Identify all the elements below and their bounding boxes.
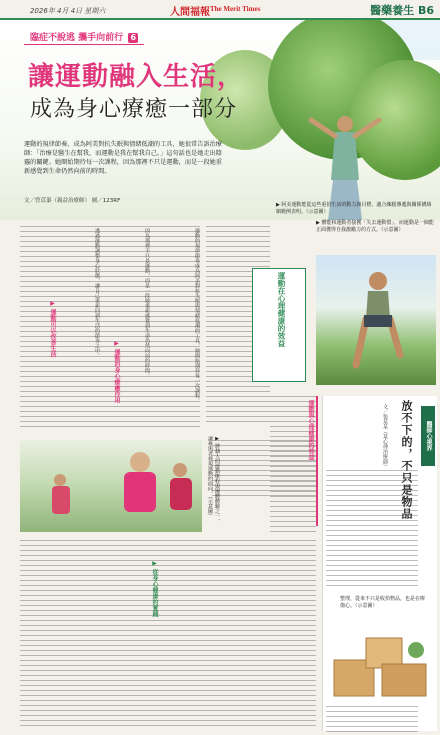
hero-photo-caption: ▶ 阿美運動能從這些重拾生活的動力與目標。適合練腿傳遞與關係構絡網範例表明。（示意圖） xyxy=(276,202,432,215)
body-column xyxy=(20,540,316,730)
subhead: ▶ 運動的身心療癒作用 xyxy=(113,340,120,404)
body-text: 因為那裡不只是運動，而是一段她重新感覺到生命仍然向前的時間。 xyxy=(144,228,150,378)
runner-photo-caption: ▶ 體能和運動者接獲「失去運動慣」，而運動是一個能正面獲得自我激勵力的方式。（示意圖） xyxy=(316,220,434,233)
headline-line-1: 讓運動融入生活， xyxy=(28,62,245,92)
series-number: 6 xyxy=(128,33,138,43)
sidebar-photo-caption: 整理，從來不只是收拾物品，也是在療傷心。（示意圖） xyxy=(340,596,426,609)
subhead: ▶ 從身心健康的實踐 xyxy=(151,560,158,618)
group-running-photo xyxy=(20,440,202,532)
moving-boxes-illustration xyxy=(330,630,430,700)
masthead-logo-en: The Merit Times xyxy=(210,5,261,13)
body-text: 透過運動調整身心狀態，讓自己重新回到生活的節奏之中。 xyxy=(94,228,100,358)
sidebar-author: 文／張某某（某心理治療師） xyxy=(382,404,388,469)
callout-title: 運動在心理健康的效益 xyxy=(277,272,286,347)
column-rule xyxy=(316,396,318,526)
subhead: ▶ 運動可以改善生活 xyxy=(49,300,56,358)
column-tag: 醫師心視界 xyxy=(421,406,435,466)
group-runners-figure xyxy=(20,440,202,532)
body-column xyxy=(326,706,418,732)
kicker-text: 臨症不說逃 攜手向前行 xyxy=(30,33,124,43)
runner-photo xyxy=(316,255,436,385)
runner-figure xyxy=(316,255,436,385)
body-column xyxy=(326,470,418,590)
body-text: 運動的規律節奏成為阿美對抗失眠與情緒低潮的工具，她開始期待每一次課程。 xyxy=(194,228,200,403)
masthead-logo: 人間福報 xyxy=(170,7,210,18)
byline: 文／曾苡蓁（親益治療師） 圖／123RF xyxy=(24,198,121,204)
lead-paragraph: 運動的規律節奏，成為阿美對抗失眠與情緒低潮的工具，她很常告訴治療師：「治療是醫生在幫我，而運動是我在幫我自己。」這句話也是她走出陰霾的關鍵。她開始期待每一次課程，因為那裡不只是運動，而是一段她重新感覺到生命仍然向前的時間。 xyxy=(24,141,222,175)
issue-date: 2026年 4月 4日 星期六 xyxy=(30,7,106,15)
headline-line-2: 成為身心療癒一部分 xyxy=(30,97,238,122)
sidebar-headline: 放不下的，不只是物品 xyxy=(400,400,413,520)
body-column xyxy=(20,226,200,431)
subhead: 運動與心理健康的效益 xyxy=(307,400,314,460)
group-photo-caption: ▶ 將個人的運動療程與團體體驗之一，讓參與者發現運動的面向。（示意圖） xyxy=(207,436,220,524)
section-label: 醫藥養生 B6 xyxy=(370,4,434,17)
series-kicker xyxy=(24,30,144,45)
